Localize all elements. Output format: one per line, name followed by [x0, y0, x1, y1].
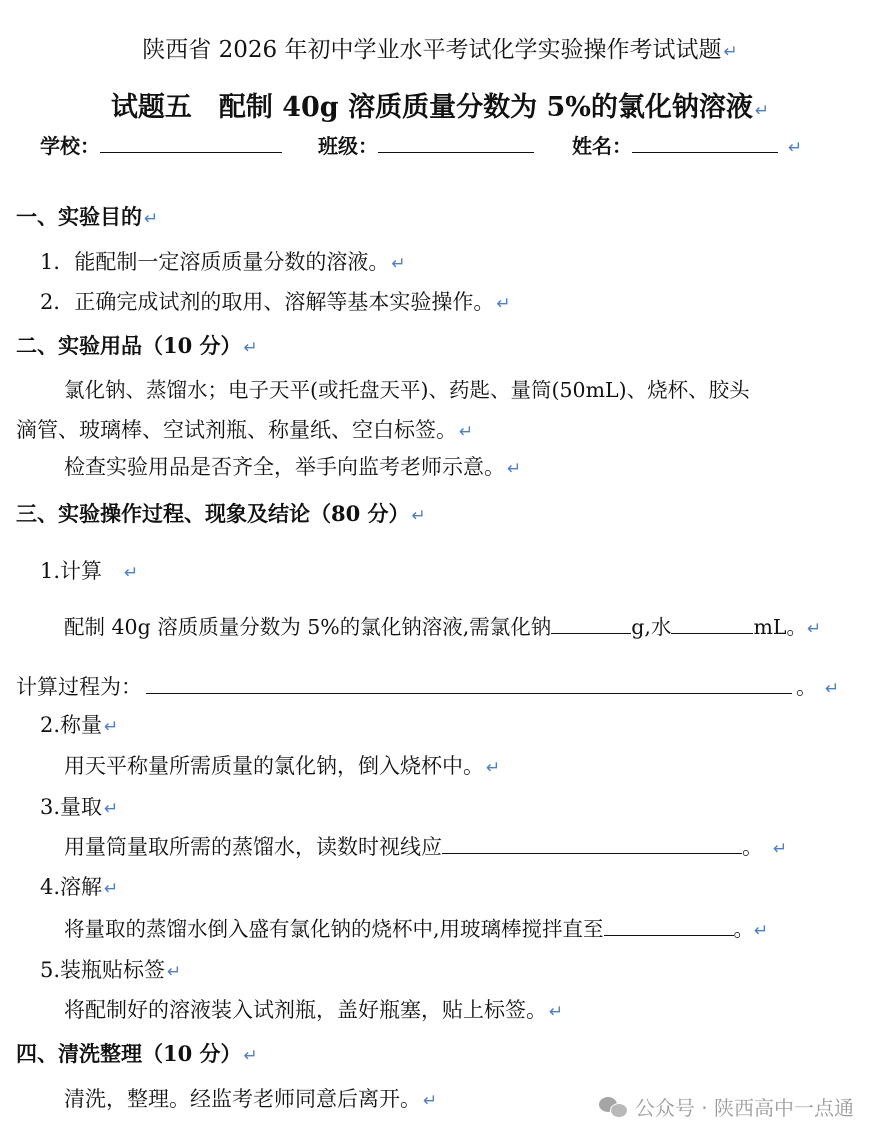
reading-sightline-blank[interactable]: [442, 833, 742, 854]
exam-title: [0, 34, 880, 68]
calc-process-end: 。: [796, 675, 817, 699]
step-title-text: 4.溶解: [40, 875, 103, 899]
section-heading-text: 四、清洗整理（10 分）: [16, 1041, 242, 1066]
purpose-item-2: [40, 288, 511, 318]
paragraph-mark-icon: ↵: [104, 879, 119, 899]
step-4-text: [64, 915, 768, 945]
paragraph-mark-icon: ↵: [124, 563, 139, 583]
school-label: 学校：: [40, 134, 100, 158]
exam-title-text: 陕西省 2026 年初中学业水平考试化学实验操作考试试题: [142, 37, 722, 63]
paragraph-mark-icon: ↵: [167, 962, 182, 982]
wechat-icon: [599, 1095, 627, 1119]
paragraph-mark-icon: ↵: [486, 758, 501, 778]
step-text: 将配制好的溶液装入试剂瓶，盖好瓶塞，贴上标签。: [64, 998, 547, 1022]
step-3-text: [64, 833, 787, 863]
class-label: 班级：: [318, 134, 378, 158]
name-label: 姓名：: [572, 134, 632, 158]
question-title-text: 试题五 配制 40g 溶质质量分数为 5%的氯化钠溶液: [110, 92, 753, 123]
section-heading-text: 二、实验用品（10 分）: [16, 333, 242, 358]
calc-text-c: mL。: [753, 615, 807, 639]
sodium-chloride-mass-blank[interactable]: [551, 613, 631, 634]
calc-text-b: g,水: [631, 615, 672, 639]
paragraph-mark-icon: ↵: [423, 1091, 438, 1111]
dissolve-until-blank[interactable]: [604, 915, 734, 936]
step-title-text: 5.装瓶贴标签: [40, 958, 166, 982]
student-info-row: [40, 132, 802, 162]
paragraph-mark-icon: ↵: [723, 42, 738, 62]
step-text: 将量取的蒸馏水倒入盛有氯化钠的烧杯中,用玻璃棒搅拌直至: [64, 917, 604, 941]
materials-text: 氯化钠、蒸馏水；电子天平(或托盘天平)、药匙、量筒(50mL)、烧杯、胶头: [64, 378, 750, 402]
section-materials-heading: [16, 332, 258, 362]
calc-text-a: 配制 40g 溶质质量分数为 5%的氯化钠溶液,需氯化钠: [64, 615, 552, 639]
calc-process-blank[interactable]: [146, 673, 792, 694]
section-heading-text: 三、实验操作过程、现象及结论（80 分）: [16, 501, 410, 526]
name-group: [572, 132, 778, 160]
step-text: 用天平称量所需质量的氯化钠，倒入烧杯中。: [64, 754, 484, 778]
cleanup-text: [64, 1085, 437, 1115]
paragraph-mark-icon: ↵: [243, 1046, 258, 1066]
question-title: [0, 90, 880, 129]
cleanup-text-content: 清洗，整理。经监考老师同意后离开。: [64, 1087, 421, 1111]
paragraph-mark-icon: ↵: [773, 839, 788, 859]
paragraph-mark-icon: ↵: [459, 422, 474, 442]
paragraph-mark-icon: ↵: [104, 799, 119, 819]
step-2-title: [40, 711, 118, 741]
step-title-text: 1.计算: [40, 559, 103, 583]
wechat-watermark: [599, 1092, 854, 1121]
calc-process-label: 计算过程为：: [16, 675, 142, 699]
watermark-text: 公众号 · 陕西高中一点通: [634, 1096, 854, 1120]
purpose-item-text: 2．正确完成试剂的取用、溶解等基本实验操作。: [40, 290, 495, 314]
purpose-item-1: [40, 248, 406, 278]
section-purpose-heading: [16, 203, 158, 233]
paragraph-mark-icon: ↵: [825, 679, 840, 699]
paragraph-mark-icon: ↵: [411, 506, 426, 526]
section-heading-text: 一、实验目的: [16, 204, 142, 229]
paragraph-mark-icon: ↵: [807, 619, 822, 639]
name-field[interactable]: [632, 132, 778, 153]
materials-text: 滴管、玻璃棒、空试剂瓶、称量纸、空白标签。: [16, 418, 457, 442]
class-group: [318, 132, 534, 160]
paragraph-mark-icon: ↵: [144, 209, 159, 229]
materials-check: [64, 453, 521, 483]
step-title-text: 2.称量: [40, 713, 103, 737]
step-5-text: [64, 996, 563, 1026]
calc-process-row: [16, 673, 839, 703]
step-2-text: [64, 752, 500, 782]
school-field[interactable]: [100, 132, 282, 153]
school-group: [40, 132, 282, 160]
step-3-title: [40, 793, 118, 823]
paragraph-mark-icon: ↵: [788, 138, 803, 158]
paragraph-mark-icon: ↵: [104, 717, 119, 737]
step-text: 用量筒量取所需的蒸馏水，读数时视线应: [64, 835, 442, 859]
step-end: 。: [742, 835, 763, 859]
step-1-title: [40, 557, 138, 587]
step-title-text: 3.量取: [40, 795, 103, 819]
paragraph-mark-icon: ↵: [496, 294, 511, 314]
step-1-question: [64, 613, 821, 643]
step-5-title: [40, 956, 181, 986]
materials-check-text: 检查实验用品是否齐全，举手向监考老师示意。: [64, 455, 505, 479]
water-volume-blank[interactable]: [671, 613, 753, 634]
materials-line-2: [16, 416, 473, 446]
paragraph-mark-icon: ↵: [754, 101, 770, 121]
paragraph-mark-icon: ↵: [549, 1002, 564, 1022]
paragraph-mark-icon: ↵: [754, 921, 769, 941]
section-procedure-heading: [16, 500, 426, 530]
materials-line-1: [64, 376, 750, 404]
step-4-title: [40, 873, 118, 903]
section-cleanup-heading: [16, 1040, 258, 1070]
paragraph-mark-icon: ↵: [243, 338, 258, 358]
paragraph-mark-icon: ↵: [391, 254, 406, 274]
purpose-item-text: 1．能配制一定溶质质量分数的溶液。: [40, 250, 390, 274]
step-end: 。: [733, 917, 755, 941]
paragraph-mark-icon: ↵: [507, 459, 522, 479]
class-field[interactable]: [378, 132, 534, 153]
